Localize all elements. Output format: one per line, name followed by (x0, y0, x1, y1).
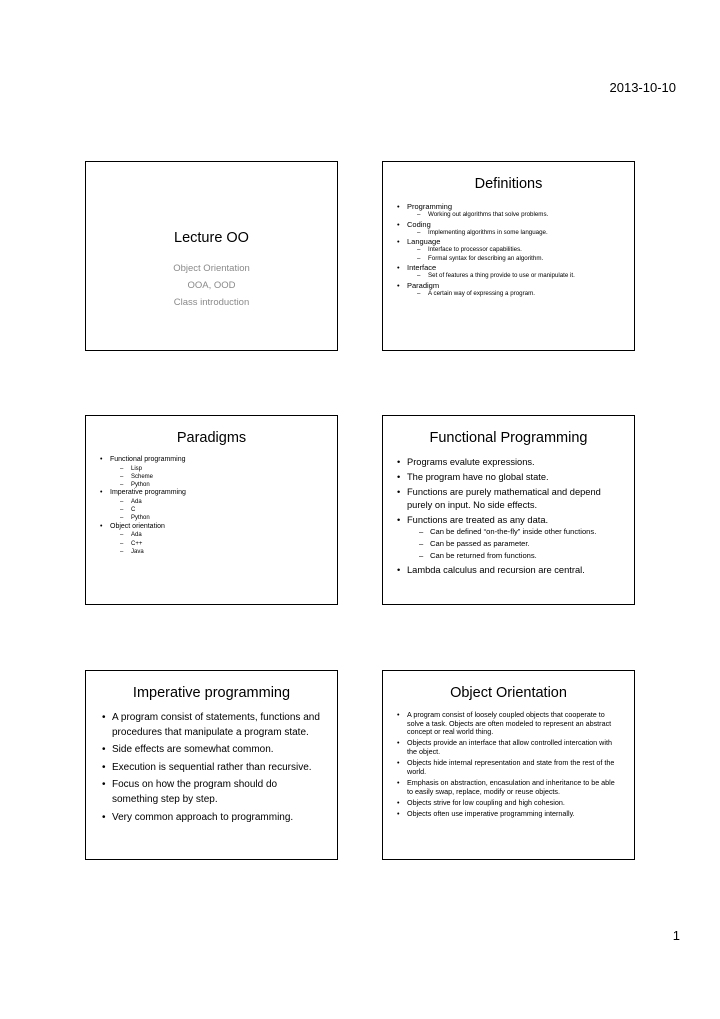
page-number: 1 (672, 928, 680, 943)
list-item: • Programming – Working out algorithms that solve problems. (397, 202, 622, 220)
list-item: • Objects provide an interface that allow controlled intercation with the object. (397, 739, 622, 756)
list-item: • Imperative programming – Ada – C – Python (100, 489, 325, 522)
list-item: • Object orientation – Ada – C++ – Java (100, 523, 325, 556)
sub-item: – Ada (120, 531, 325, 539)
list-item: • Objects hide internal representation and state from the rest of the world. (397, 759, 622, 776)
subtitle-line: Object Orientation (173, 263, 250, 274)
sub-item: – C (120, 506, 325, 514)
list-item: • Coding – Implementing algorithms in some language. (397, 220, 622, 238)
slide-title: Functional Programming (429, 430, 588, 446)
slide-imperative-programming (85, 670, 338, 860)
list-item: • Execution is sequential rather than recursive. (102, 761, 325, 776)
header-date: 2013-10-10 (609, 80, 676, 95)
sub-item: – Set of features a thing provide to use or manipulate it. (417, 272, 622, 281)
sub-item: – Can be returned from functions. (419, 550, 622, 562)
sub-item: – Python (120, 514, 325, 522)
slide-definitions (382, 161, 635, 351)
slide-title: Object Orientation (450, 685, 567, 701)
subtitle-line: OOA, OOD (187, 280, 236, 291)
sub-item: – Ada (120, 498, 325, 506)
bullet-list (383, 456, 634, 576)
subtitle-line: Class introduction (173, 297, 250, 308)
list-item: • Objects strive for low coupling and high cohesion. (397, 799, 622, 808)
list-item: • Lambda calculus and recursion are central. (397, 564, 622, 577)
sub-item: – Formal syntax for describing an algorithm. (417, 255, 622, 264)
list-item: • Functions are purely mathematical and depend purely on input. No side effects. (397, 486, 622, 511)
list-item: • A program consist of statements, functions and procedures that manipulate a program state. (102, 711, 325, 740)
slide-object-orientation (382, 670, 635, 860)
slide-subtitle-list (86, 260, 337, 311)
slide-functional-programming (382, 415, 635, 605)
sub-item: – C++ (120, 540, 325, 548)
slide-title: Paradigms (176, 430, 247, 446)
sub-item: – Interface to processor capabilities. (417, 246, 622, 255)
list-item: • A program consist of loosely coupled objects that cooperate to solve a task. Objects are often modeled to represent an abstract concept or real world thing. (397, 711, 622, 737)
list-item: • The program have no global state. (397, 471, 622, 484)
sub-item: – Working out algorithms that solve problems. (417, 211, 622, 220)
sub-item: – Scheme (120, 473, 325, 481)
bullet-list (383, 202, 634, 298)
slide-title: Definitions (474, 176, 543, 192)
sub-item: – Python (120, 481, 325, 489)
slide-title: Imperative programming (132, 685, 291, 701)
list-item: • Focus on how the program should do something step by step. (102, 778, 325, 807)
bullet-list (383, 711, 634, 819)
list-item: • Side effects are somewhat common. (102, 743, 325, 758)
list-item: • Emphasis on abstraction, encasulation and inheritance to be able to easily swap, replace, modify or reuse objects. (397, 779, 622, 796)
list-item: • Paradigm – A certain way of expressing a program. (397, 281, 622, 299)
list-item: • Functional programming – Lisp – Scheme – Python (100, 456, 325, 489)
list-item: • Objects often use imperative programming internally. (397, 810, 622, 819)
bullet-list (86, 456, 337, 556)
list-item: • Language – Interface to processor capabilities. – Formal syntax for describing an algorithm. (397, 237, 622, 263)
sub-item: – A certain way of expressing a program. (417, 290, 622, 299)
slide-lecture-title (85, 161, 338, 351)
slide-title: Lecture OO (174, 230, 249, 246)
list-item: • Programs evalute expressions. (397, 456, 622, 469)
sub-item: – Can be defined “on-the-fly” inside other functions. (419, 526, 622, 538)
bullet-list (86, 711, 337, 825)
sub-item: – Java (120, 548, 325, 556)
sub-item: – Lisp (120, 465, 325, 473)
list-item: • Functions are treated as any data. – Can be defined “on-the-fly” inside other functions. – Can be passed as parameter. – Can be returned from functions. (397, 514, 622, 561)
slide-paradigms (85, 415, 338, 605)
list-item: • Very common approach to programming. (102, 811, 325, 826)
list-item: • Interface – Set of features a thing provide to use or manipulate it. (397, 263, 622, 281)
sub-item: – Can be passed as parameter. (419, 538, 622, 550)
sub-item: – Implementing algorithms in some language. (417, 229, 622, 238)
